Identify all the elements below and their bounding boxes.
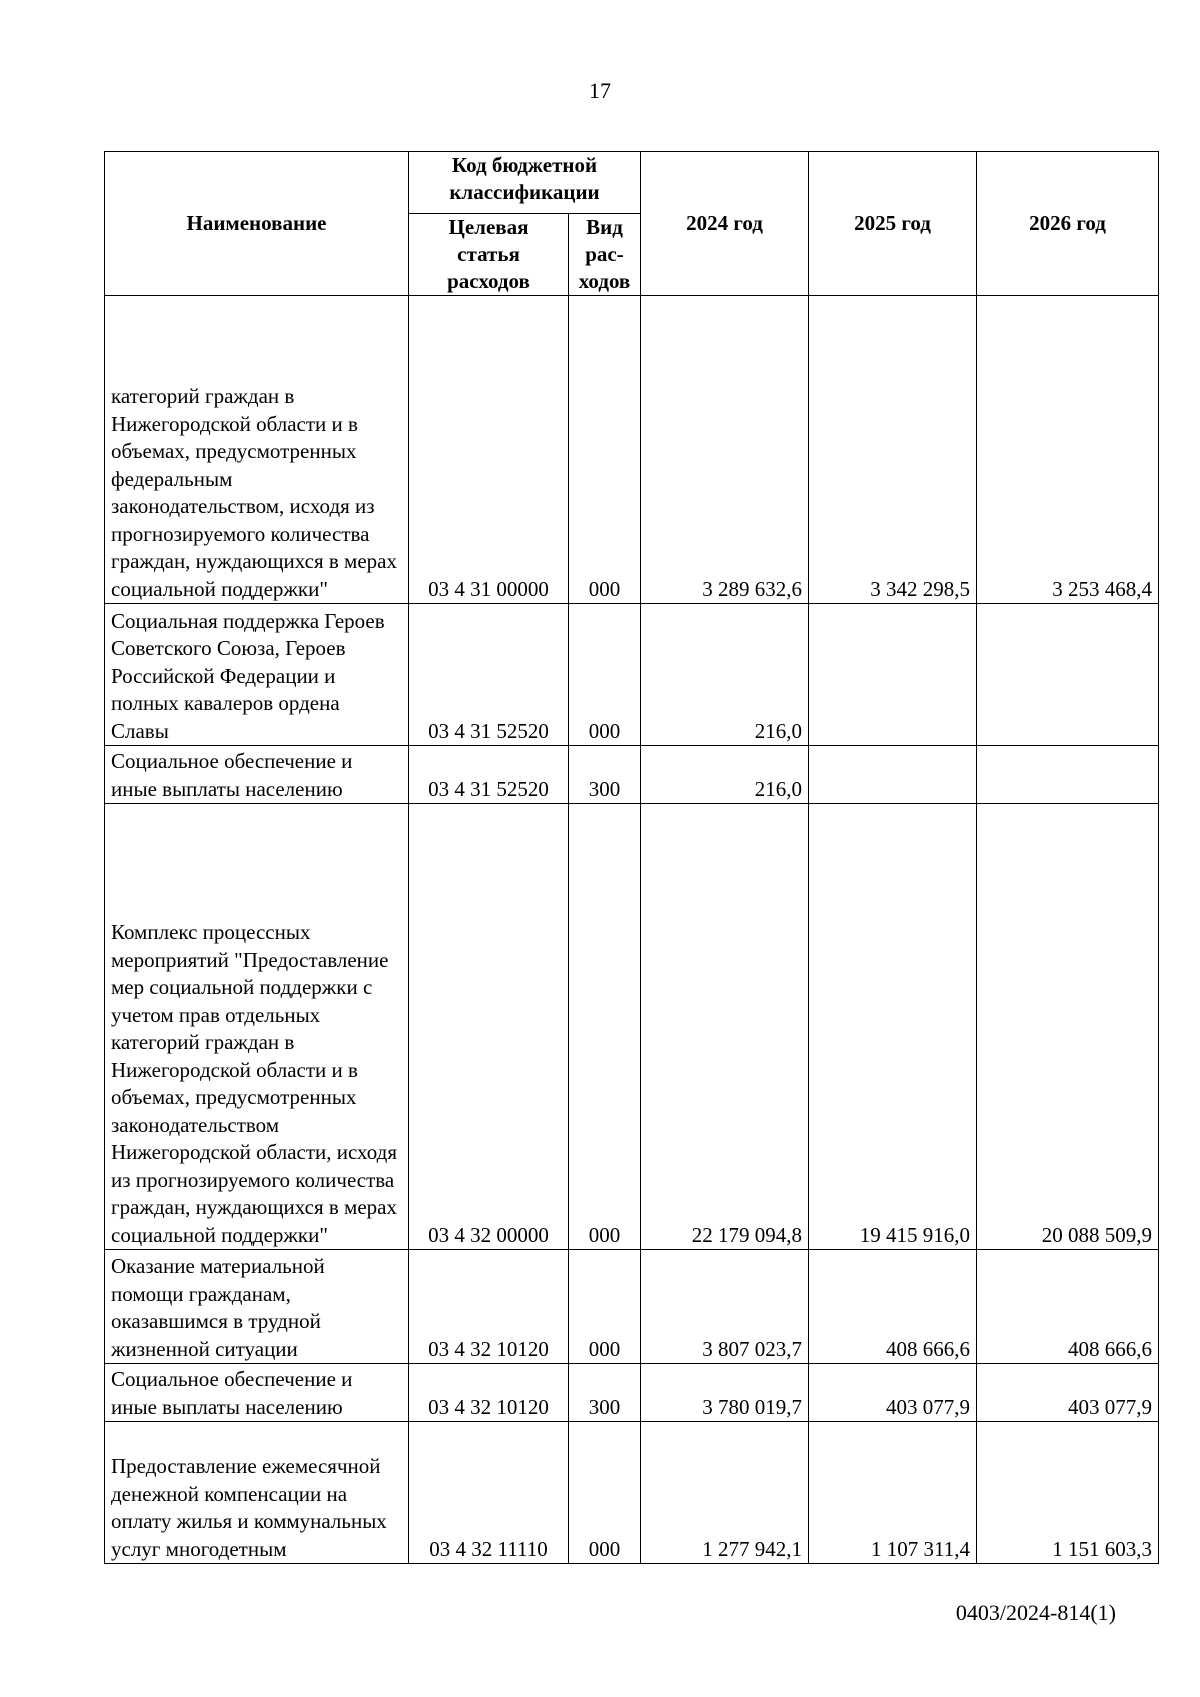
header-code-group: Код бюджетной классификации bbox=[409, 152, 641, 214]
row-amount-2026: 1 151 603,3 bbox=[977, 1422, 1159, 1564]
row-target-article: 03 4 32 11110 bbox=[409, 1422, 569, 1564]
row-amount-2026: 20 088 509,9 bbox=[977, 804, 1159, 1250]
row-expense-type: 000 bbox=[569, 804, 641, 1250]
header-year-2025: 2025 год bbox=[809, 152, 977, 296]
row-name: Социальное обеспечение и иные выплаты населению bbox=[105, 1364, 409, 1422]
row-amount-2024: 22 179 094,8 bbox=[641, 804, 809, 1250]
header-expense-type: Вид рас-ходов bbox=[569, 214, 641, 296]
row-amount-2024: 3 289 632,6 bbox=[641, 296, 809, 604]
row-amount-2025: 3 342 298,5 bbox=[809, 296, 977, 604]
table-header bbox=[105, 152, 1159, 296]
table-row bbox=[105, 804, 1159, 1250]
row-expense-type: 000 bbox=[569, 604, 641, 746]
row-amount-2026: 403 077,9 bbox=[977, 1364, 1159, 1422]
table-row bbox=[105, 1250, 1159, 1364]
row-target-article: 03 4 32 10120 bbox=[409, 1250, 569, 1364]
row-target-article: 03 4 31 52520 bbox=[409, 746, 569, 804]
row-name: Социальная поддержка Героев Советского Союза, Героев Российской Федерации и полных кавалеров ордена Славы bbox=[105, 604, 409, 746]
table-body bbox=[105, 296, 1159, 1564]
row-expense-type: 300 bbox=[569, 1364, 641, 1422]
row-amount-2025 bbox=[809, 604, 977, 746]
page-number: 17 bbox=[589, 78, 611, 103]
row-amount-2025: 1 107 311,4 bbox=[809, 1422, 977, 1564]
document-code: 0403/2024-814(1) bbox=[955, 1600, 1116, 1625]
row-expense-type: 000 bbox=[569, 1422, 641, 1564]
table-row bbox=[105, 1364, 1159, 1422]
row-name: Социальное обеспечение и иные выплаты населению bbox=[105, 746, 409, 804]
row-amount-2025 bbox=[809, 746, 977, 804]
row-amount-2024: 1 277 942,1 bbox=[641, 1422, 809, 1564]
row-expense-type: 000 bbox=[569, 296, 641, 604]
row-target-article: 03 4 32 00000 bbox=[409, 804, 569, 1250]
row-name: Комплекс процессных мероприятий "Предоставление мер социальной поддержки с учетом прав отдельных категорий граждан в Нижегородской области и в объемах, предусмотренных законодательством Нижегородской области, исходя из прогнозируемого количества граждан, нуждающихся в мерах социальной поддержки" bbox=[105, 804, 409, 1250]
row-amount-2025: 19 415 916,0 bbox=[809, 804, 977, 1250]
header-year-2026: 2026 год bbox=[977, 152, 1159, 296]
row-expense-type: 000 bbox=[569, 1250, 641, 1364]
row-expense-type: 300 bbox=[569, 746, 641, 804]
row-amount-2025: 408 666,6 bbox=[809, 1250, 977, 1364]
row-amount-2024: 216,0 bbox=[641, 604, 809, 746]
header-year-2024: 2024 год bbox=[641, 152, 809, 296]
table-row bbox=[105, 296, 1159, 604]
row-amount-2024: 216,0 bbox=[641, 746, 809, 804]
table-row bbox=[105, 1422, 1159, 1564]
header-target-article: Целевая статья расходов bbox=[409, 214, 569, 296]
row-target-article: 03 4 31 52520 bbox=[409, 604, 569, 746]
row-amount-2025: 403 077,9 bbox=[809, 1364, 977, 1422]
row-target-article: 03 4 31 00000 bbox=[409, 296, 569, 604]
table-row bbox=[105, 746, 1159, 804]
row-name: категорий граждан в Нижегородской области и в объемах, предусмотренных федеральным законодательством, исходя из прогнозируемого количества граждан, нуждающихся в мерах социальной поддержки" bbox=[105, 296, 409, 604]
row-amount-2024: 3 807 023,7 bbox=[641, 1250, 809, 1364]
row-target-article: 03 4 32 10120 bbox=[409, 1364, 569, 1422]
row-name: Оказание материальной помощи гражданам, оказавшимся в трудной жизненной ситуации bbox=[105, 1250, 409, 1364]
row-amount-2026: 408 666,6 bbox=[977, 1250, 1159, 1364]
budget-table bbox=[104, 151, 1159, 1564]
row-amount-2026 bbox=[977, 746, 1159, 804]
row-amount-2026 bbox=[977, 604, 1159, 746]
row-amount-2024: 3 780 019,7 bbox=[641, 1364, 809, 1422]
row-name: Предоставление ежемесячной денежной компенсации на оплату жилья и коммунальных услуг многодетным bbox=[105, 1422, 409, 1564]
table-row bbox=[105, 604, 1159, 746]
row-amount-2026: 3 253 468,4 bbox=[977, 296, 1159, 604]
header-name: Наименование bbox=[105, 152, 409, 296]
